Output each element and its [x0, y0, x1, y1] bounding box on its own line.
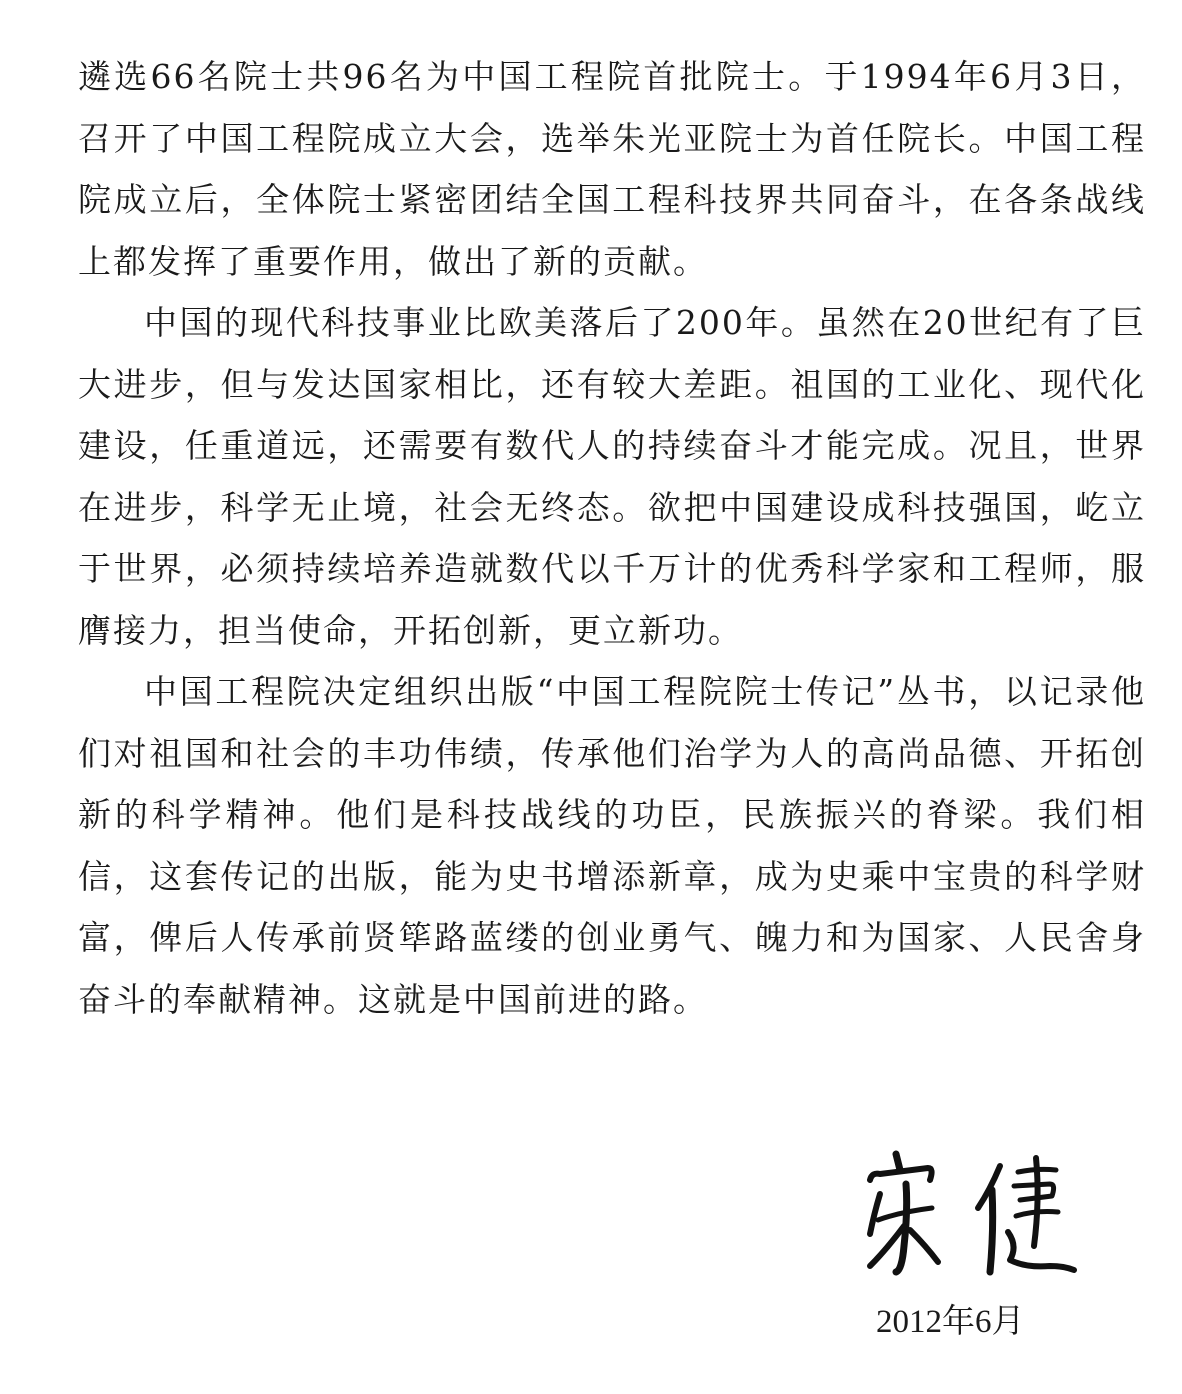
paragraph-1: 遴选66名院士共96名为中国工程院首批院士。于1994年6月3日，召开了中国工程院成立大会，选举朱光亚院士为首任院长。中国工程院成立后，全体院士紧密团结全国工程科技界共同奋斗，在各条战线上都发挥了重要作用，做出了新的贡献。 — [78, 57, 1146, 281]
paragraph-3: 中国工程院决定组织出版“中国工程院院士传记”丛书，以记录他们对祖国和社会的丰功伟绩，传承他们治学为人的高尚品德、开拓创新的科学精神。他们是科技战线的功臣，民族振兴的脊梁。我们相信，这套传记的出版，能为史书增添新章，成为史乘中宝贵的科学财富，俾后人传承前贤筚路蓝缕的创业勇气、魄力和为国家、人民舍身奋斗的奉献精神。这就是中国前进的路。 — [78, 672, 1146, 1019]
paragraph-2: 中国的现代科技事业比欧美落后了200年。虽然在20世纪有了巨大进步，但与发达国家相比，还有较大差距。祖国的工业化、现代化建设，任重道远，还需要有数代人的持续奋斗才能完成。况且，世界在进步，科学无止境，社会无终态。欲把中国建设成科技强国，屹立于世界，必须持续培养造就数代以千万计的优秀科学家和工程师，服膺接力，担当使命，开拓创新，更立新功。 — [78, 303, 1146, 650]
signature-icon — [850, 1150, 1090, 1280]
handwritten-signature — [850, 1150, 1090, 1280]
signature-date: 2012年6月 — [876, 1304, 1025, 1340]
body-text — [78, 46, 1146, 1030]
